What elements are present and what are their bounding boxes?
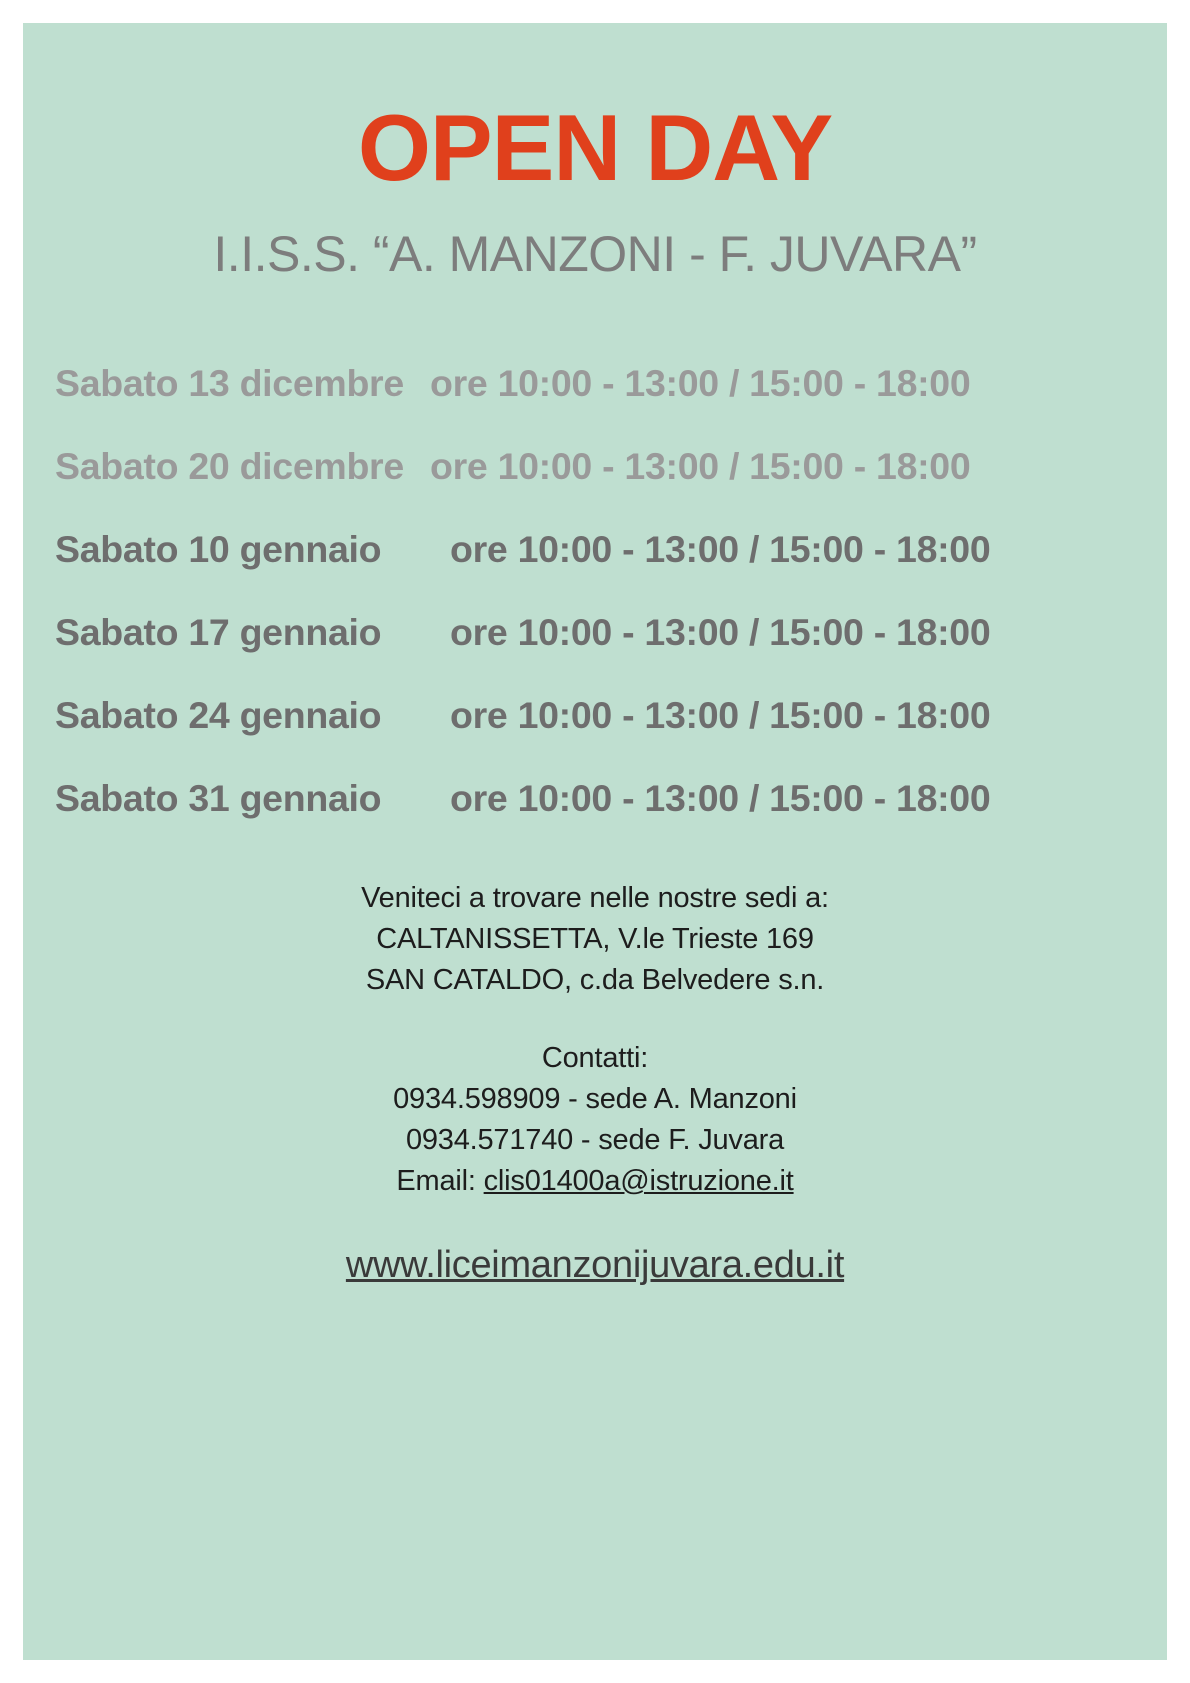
footer-info [23, 878, 1167, 1202]
date-time: ore 10:00 - 13:00 / 15:00 - 18:00 [450, 528, 991, 570]
poster [23, 23, 1167, 1660]
venues-intro: Veniteci a trovare nelle nostre sedi a: [361, 882, 829, 914]
date-day: Sabato 13 dicembre [55, 362, 404, 404]
contact-email-line [23, 1161, 1167, 1202]
list-item [23, 611, 1167, 654]
email-label: Email: [396, 1165, 484, 1198]
list-item [23, 694, 1167, 737]
date-time: ore 10:00 - 13:00 / 15:00 - 18:00 [430, 445, 971, 487]
date-time: ore 10:00 - 13:00 / 15:00 - 18:00 [430, 362, 971, 404]
list-item [23, 777, 1167, 820]
school-name: I.I.S.S. “A. MANZONI - F. JUVARA” [213, 226, 977, 282]
open-day-date-list [23, 362, 1167, 820]
page-title: OPEN DAY [357, 95, 833, 200]
date-time: ore 10:00 - 13:00 / 15:00 - 18:00 [450, 777, 991, 819]
date-day: Sabato 31 gennaio [55, 777, 382, 819]
list-item [23, 362, 1167, 405]
email-link[interactable]: clis01400a@istruzione.it [483, 1165, 794, 1198]
venue-address-san-cataldo: SAN CATALDO, c.da Belvedere s.n. [365, 964, 825, 997]
contacts-heading: Contatti: [541, 1041, 649, 1074]
contact-phone-juvara: 0934.571740 - sede F. Juvara [405, 1123, 785, 1156]
date-day: Sabato 24 gennaio [55, 694, 382, 736]
date-time: ore 10:00 - 13:00 / 15:00 - 18:00 [450, 694, 991, 736]
date-day: Sabato 17 gennaio [55, 611, 382, 653]
website-link[interactable]: www.liceimanzonijuvara.edu.it [345, 1244, 845, 1287]
date-time: ore 10:00 - 13:00 / 15:00 - 18:00 [450, 611, 991, 653]
contact-phone-manzoni: 0934.598909 - sede A. Manzoni [393, 1082, 797, 1115]
date-day: Sabato 20 dicembre [55, 445, 404, 487]
website-line [23, 1244, 1167, 1287]
venue-address-caltanissetta: CALTANISSETTA, V.le Trieste 169 [376, 923, 814, 956]
list-item [23, 528, 1167, 571]
date-day: Sabato 10 gennaio [55, 528, 382, 570]
list-item [23, 445, 1167, 488]
spacer [23, 1002, 1167, 1038]
